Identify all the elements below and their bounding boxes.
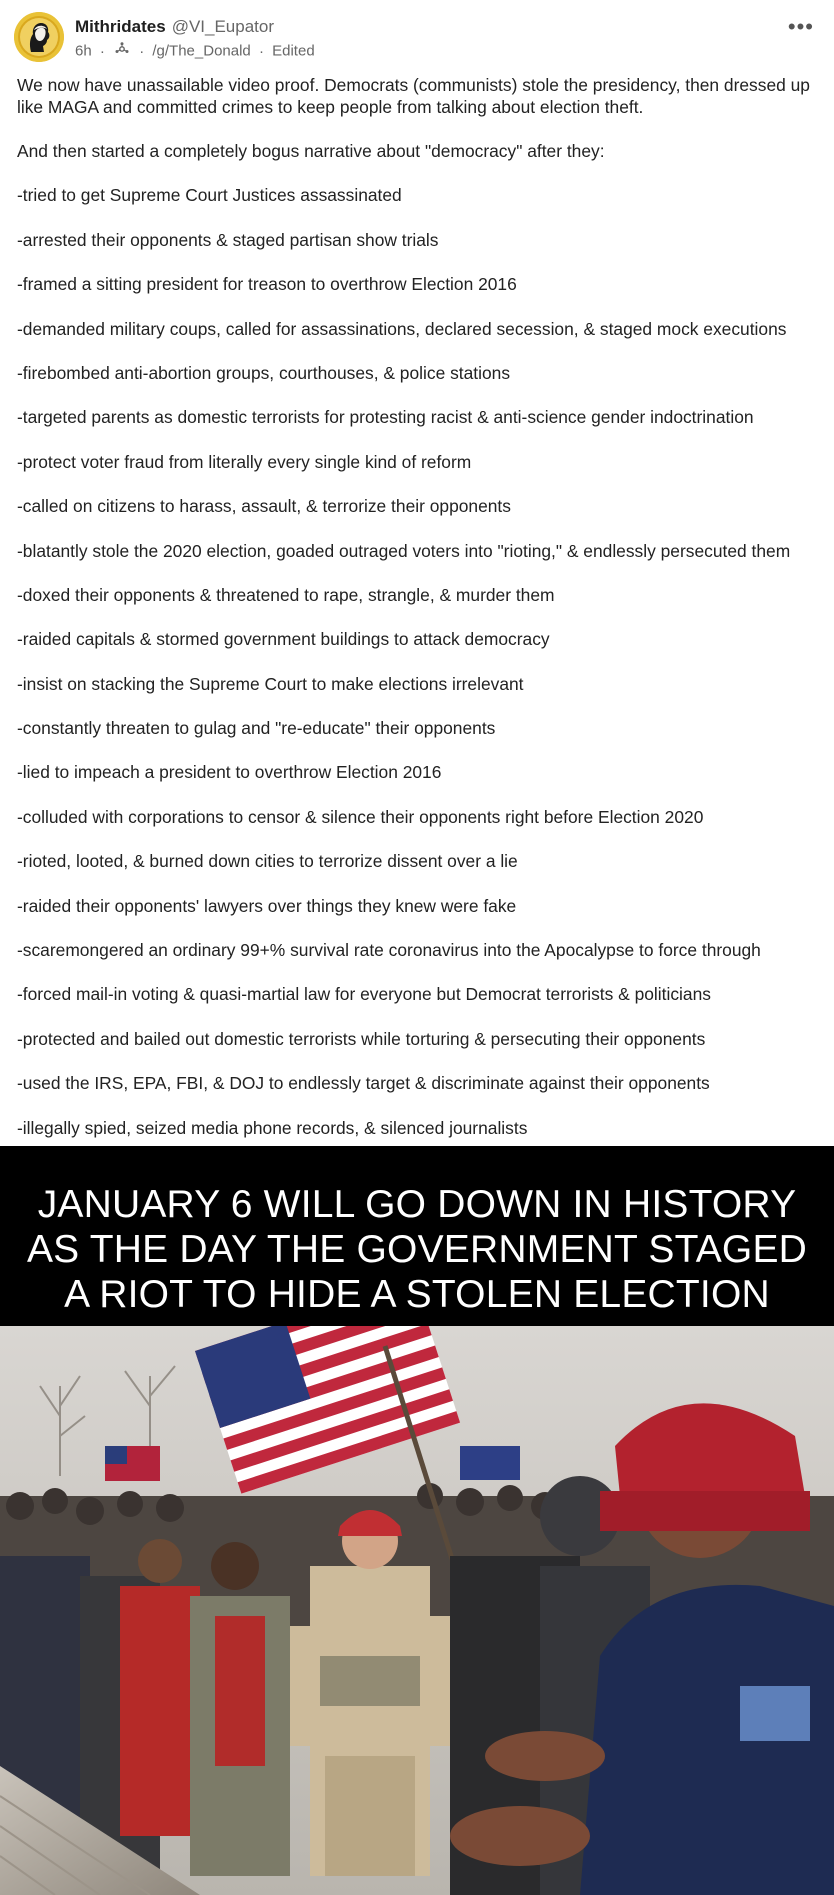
list-item: -arrested their opponents & staged partisan show trials (17, 229, 439, 250)
more-options-icon[interactable]: ••• (787, 14, 814, 39)
meta-separator: · (99, 42, 105, 60)
edited-label: Edited (272, 42, 315, 60)
meme-caption-line: A RIOT TO HIDE A STOLEN ELECTION (64, 1273, 770, 1316)
list-item: -targeted parents as domestic terrorists for protesting racist & anti-science gender indoctrination (17, 407, 754, 428)
meta-separator: · (139, 42, 145, 60)
list-item: -colluded with corporations to censor & silence their opponents right before Election 2020 (17, 806, 704, 827)
crowd-photo (0, 1326, 834, 1895)
list-item: -blatantly stole the 2020 election, goaded outraged voters into "rioting," & endlessly persecuted them (17, 540, 791, 561)
list-item: -constantly threaten to gulag and "re-educate" their opponents (17, 718, 496, 739)
post-header (0, 0, 834, 68)
post-time: 6h (75, 42, 92, 60)
list-item: -forced mail-in voting & quasi-martial law for everyone but Democrat terrorists & politicians (17, 984, 711, 1005)
post-intro: We now have unassailable video proof. Democrats (communists) stole the presidency, then dressed up like MAGA and committed crimes to keep people from talking about election theft. (17, 75, 810, 117)
coin-portrait-icon (14, 12, 64, 62)
list-item: -firebombed anti-abortion groups, courthouses, & police stations (17, 362, 511, 383)
list-item: -lied to impeach a president to overthrow Election 2016 (17, 762, 442, 783)
list-item: -framed a sitting president for treason to overthrow Election 2016 (17, 274, 517, 295)
post-lead: And then started a completely bogus narrative about "democracy" after they: (17, 141, 605, 161)
post-image[interactable] (0, 1146, 834, 1895)
list-item: -scaremongered an ordinary 99+% survival rate coronavirus into the Apocalypse to force through (17, 940, 761, 961)
fediverse-icon (115, 42, 129, 60)
list-item: -illegally spied, seized media phone records, & silenced journalists (17, 1117, 528, 1138)
list-item: -rioted, looted, & burned down cities to terrorize dissent over a lie (17, 851, 518, 872)
list-item: -protected and bailed out domestic terrorists while torturing & persecuting their opponents (17, 1028, 706, 1049)
author-handle[interactable]: @VI_Eupator (171, 17, 275, 36)
post-body (0, 74, 834, 1139)
grievance-list (17, 184, 816, 1138)
list-item: -raided capitals & stormed government buildings to attack democracy (17, 629, 550, 650)
meme-caption-line: AS THE DAY THE GOVERNMENT STAGED (26, 1228, 808, 1271)
meme-caption-line: JANUARY 6 WILL GO DOWN IN HISTORY (37, 1183, 797, 1226)
author-name[interactable]: Mithridates (75, 17, 166, 36)
list-item: -insist on stacking the Supreme Court to make elections irrelevant (17, 673, 524, 694)
list-item: -protect voter fraud from literally every single kind of reform (17, 451, 472, 472)
post-meta (75, 42, 315, 60)
list-item: -raided their opponents' lawyers over things they knew were fake (17, 895, 517, 916)
community-link[interactable]: /g/The_Donald (152, 42, 251, 60)
avatar[interactable] (14, 12, 64, 62)
meta-separator: · (258, 42, 264, 60)
list-item: -used the IRS, EPA, FBI, & DOJ to endlessly target & discriminate against their opponents (17, 1073, 710, 1094)
list-item: -doxed their opponents & threatened to rape, strangle, & murder them (17, 584, 555, 605)
meme-caption (0, 1146, 834, 1326)
list-item: -called on citizens to harass, assault, & terrorize their opponents (17, 496, 511, 517)
list-item: -tried to get Supreme Court Justices assassinated (17, 185, 402, 206)
author-line (75, 17, 274, 37)
list-item: -demanded military coups, called for assassinations, declared secession, & staged mock executions (17, 318, 787, 339)
